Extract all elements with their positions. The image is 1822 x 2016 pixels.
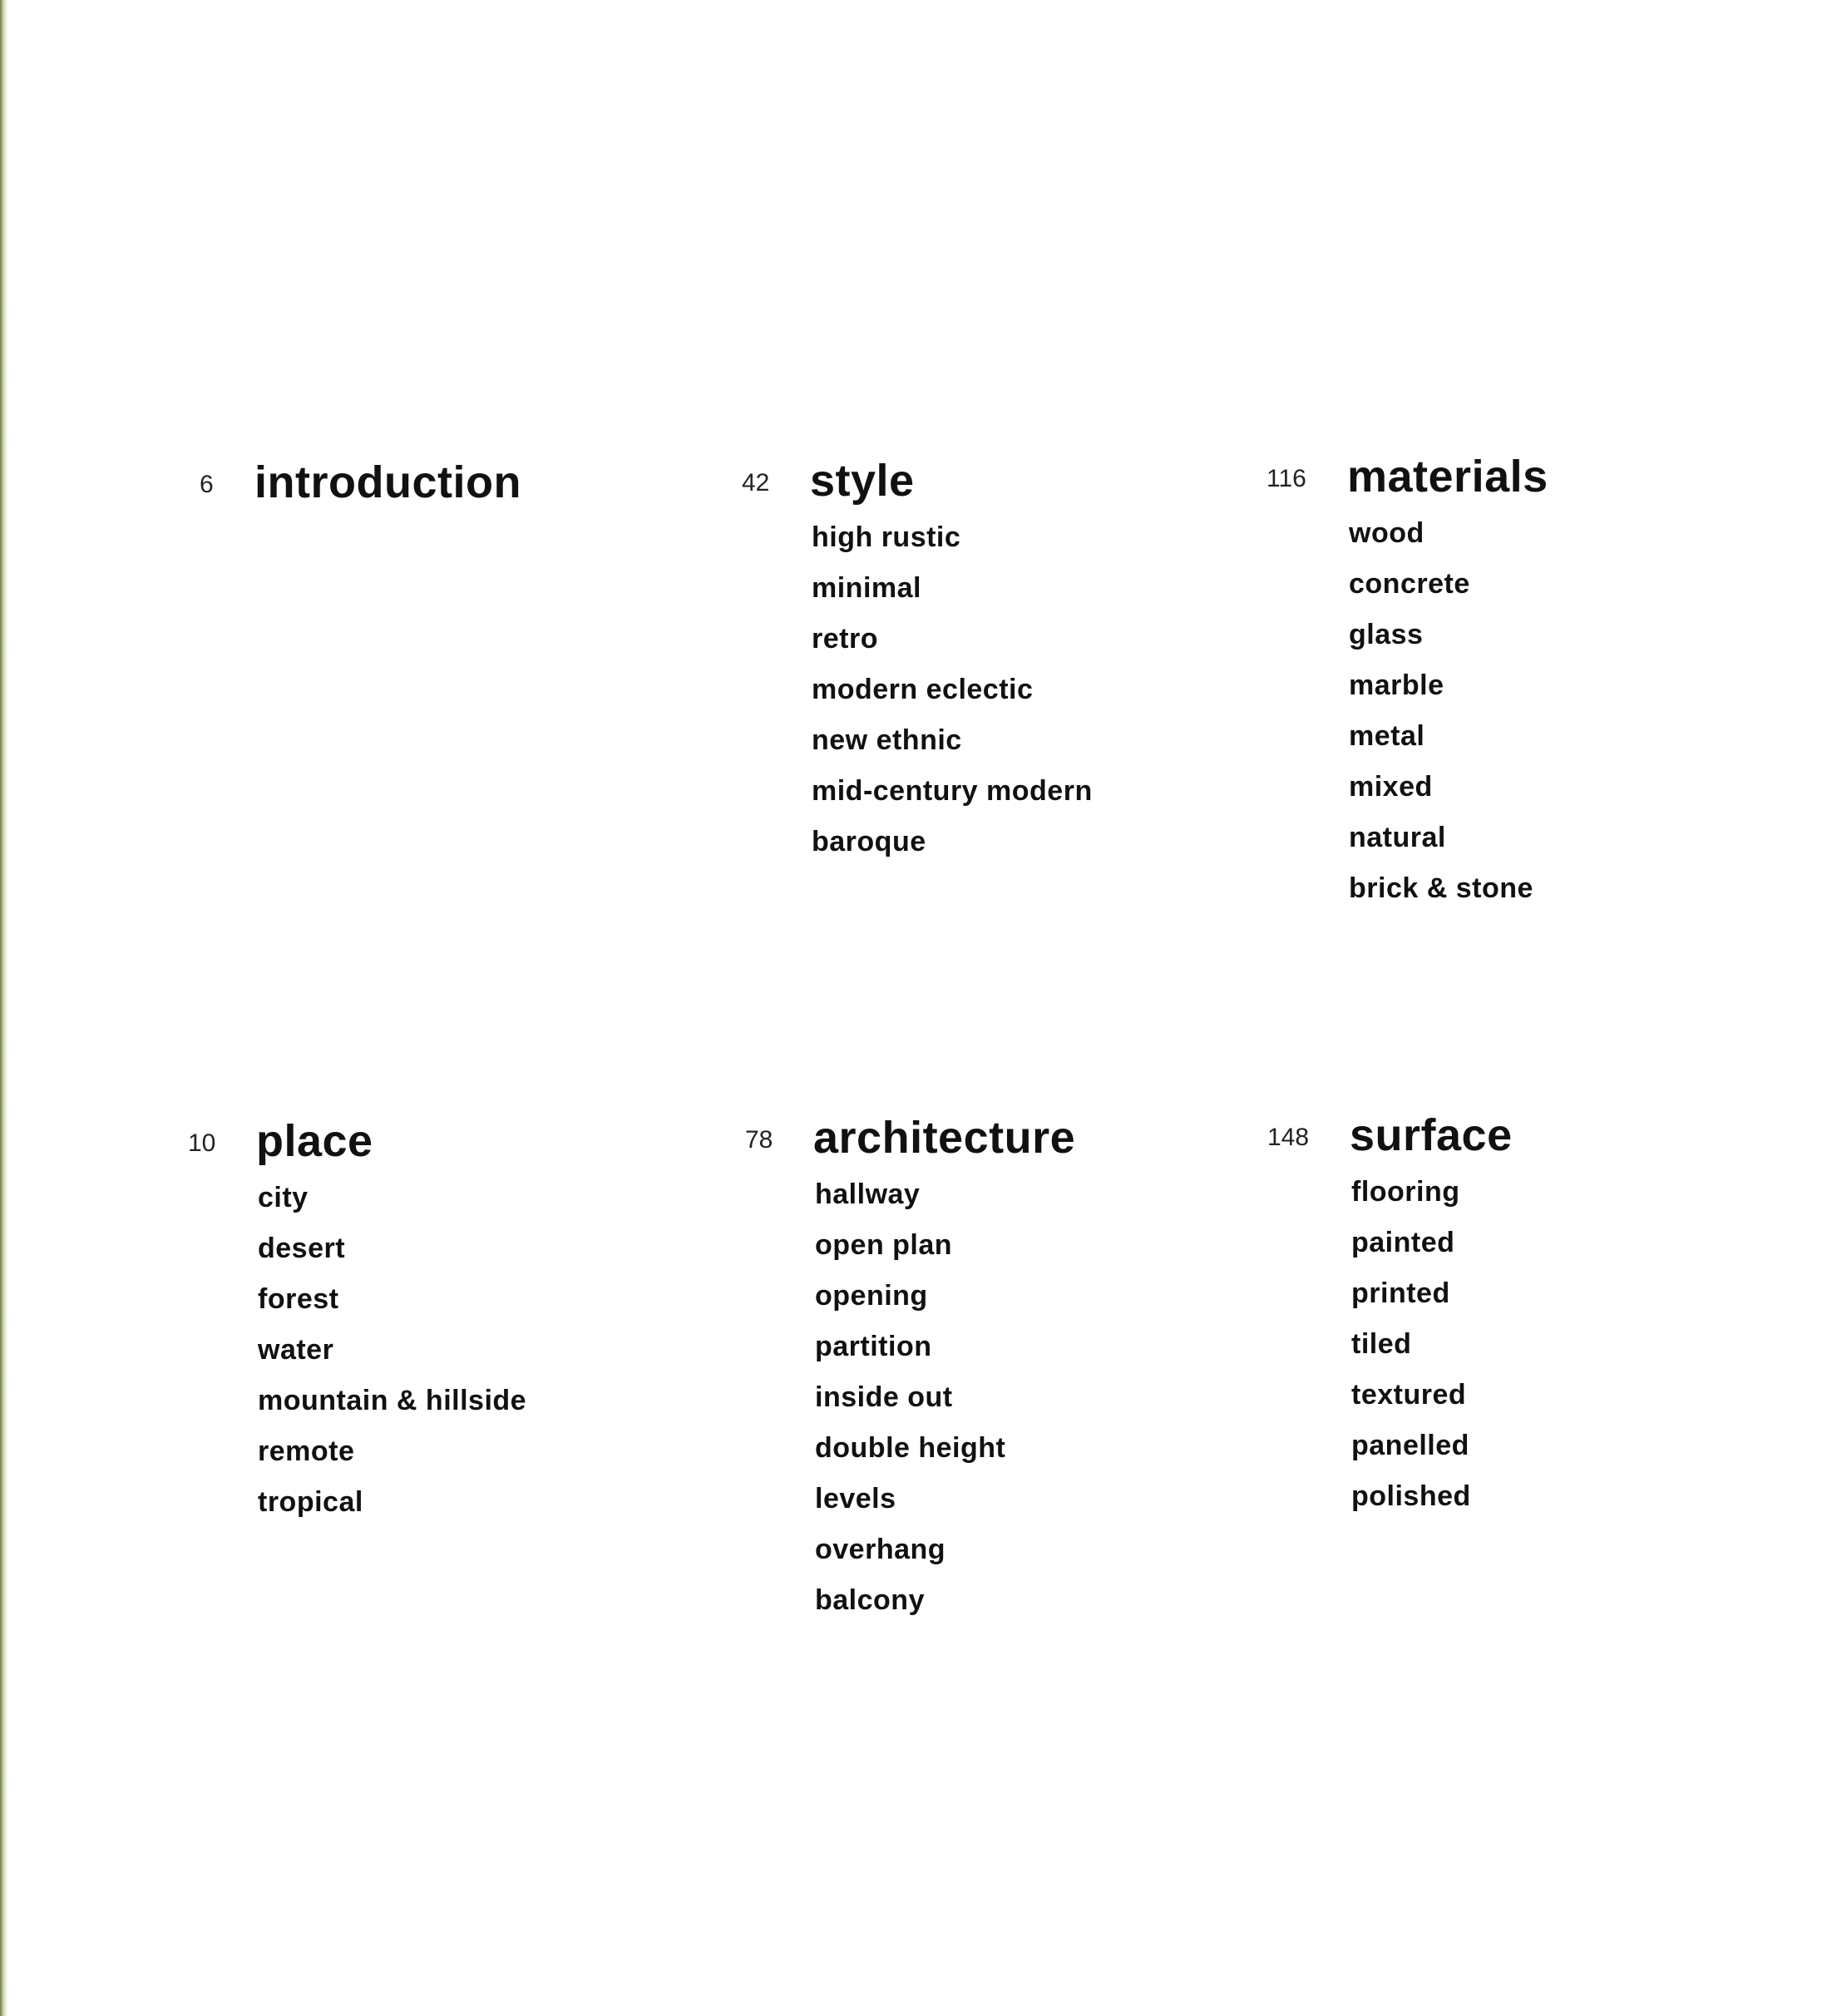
toc-item[interactable]: metal xyxy=(1349,720,1425,752)
page-number: 10 xyxy=(188,1129,216,1157)
toc-item[interactable]: textured xyxy=(1351,1379,1467,1411)
toc-item[interactable]: double height xyxy=(815,1432,1006,1464)
section-title[interactable]: surface xyxy=(1350,1110,1513,1160)
item-list xyxy=(812,512,1093,867)
toc-item[interactable]: overhang xyxy=(815,1534,946,1565)
toc-item[interactable]: natural xyxy=(1349,822,1446,853)
toc-item[interactable]: opening xyxy=(815,1280,928,1312)
toc-item[interactable]: polished xyxy=(1351,1480,1471,1512)
page-number: 148 xyxy=(1267,1124,1310,1151)
toc-item[interactable]: wood xyxy=(1349,517,1425,549)
item-list xyxy=(1349,508,1533,914)
toc-item[interactable]: tropical xyxy=(258,1486,363,1518)
page-edge xyxy=(0,0,8,2016)
toc-item[interactable]: mixed xyxy=(1349,771,1433,803)
toc-item[interactable]: forest xyxy=(258,1283,339,1315)
toc-item[interactable]: balcony xyxy=(815,1584,925,1616)
toc-item[interactable]: remote xyxy=(258,1435,355,1467)
toc-item[interactable]: open plan xyxy=(815,1229,953,1261)
toc-item[interactable]: levels xyxy=(815,1483,896,1514)
toc-item[interactable]: new ethnic xyxy=(812,724,962,756)
section-title[interactable]: introduction xyxy=(254,457,521,507)
section-title[interactable]: architecture xyxy=(813,1113,1076,1163)
toc-item[interactable]: city xyxy=(258,1182,309,1213)
item-list xyxy=(815,1169,1005,1626)
toc-item[interactable]: hallway xyxy=(815,1178,921,1210)
toc-item[interactable]: partition xyxy=(815,1331,932,1362)
toc-item[interactable]: brick & stone xyxy=(1349,872,1533,904)
toc-item[interactable]: printed xyxy=(1351,1277,1450,1309)
page-number: 42 xyxy=(742,469,770,497)
toc-item[interactable]: painted xyxy=(1351,1227,1455,1258)
toc-item[interactable]: desert xyxy=(258,1233,346,1264)
toc-item[interactable]: mountain & hillside xyxy=(258,1385,527,1416)
section-title[interactable]: materials xyxy=(1347,452,1548,502)
toc-item[interactable]: retro xyxy=(812,623,878,655)
toc-item[interactable]: minimal xyxy=(812,572,921,604)
toc-item[interactable]: marble xyxy=(1349,670,1444,701)
toc-item[interactable]: tiled xyxy=(1351,1328,1412,1360)
toc-item[interactable]: flooring xyxy=(1351,1176,1460,1208)
item-list xyxy=(258,1173,526,1528)
toc-item[interactable]: panelled xyxy=(1351,1430,1469,1461)
page-number: 116 xyxy=(1267,465,1306,492)
toc-item[interactable]: glass xyxy=(1349,619,1424,650)
toc-item[interactable]: mid-century modern xyxy=(812,775,1093,807)
toc-item[interactable]: water xyxy=(258,1334,334,1366)
section-title[interactable]: style xyxy=(810,456,915,506)
toc-item[interactable]: high rustic xyxy=(812,521,961,553)
page-number: 78 xyxy=(745,1126,773,1154)
toc-item[interactable]: modern eclectic xyxy=(812,674,1034,705)
section-title[interactable]: place xyxy=(256,1116,373,1166)
toc-item[interactable]: inside out xyxy=(815,1381,953,1413)
toc-item[interactable]: concrete xyxy=(1349,568,1470,600)
page-number: 6 xyxy=(200,471,214,498)
item-list xyxy=(1351,1167,1471,1522)
toc-item[interactable]: baroque xyxy=(812,826,926,857)
